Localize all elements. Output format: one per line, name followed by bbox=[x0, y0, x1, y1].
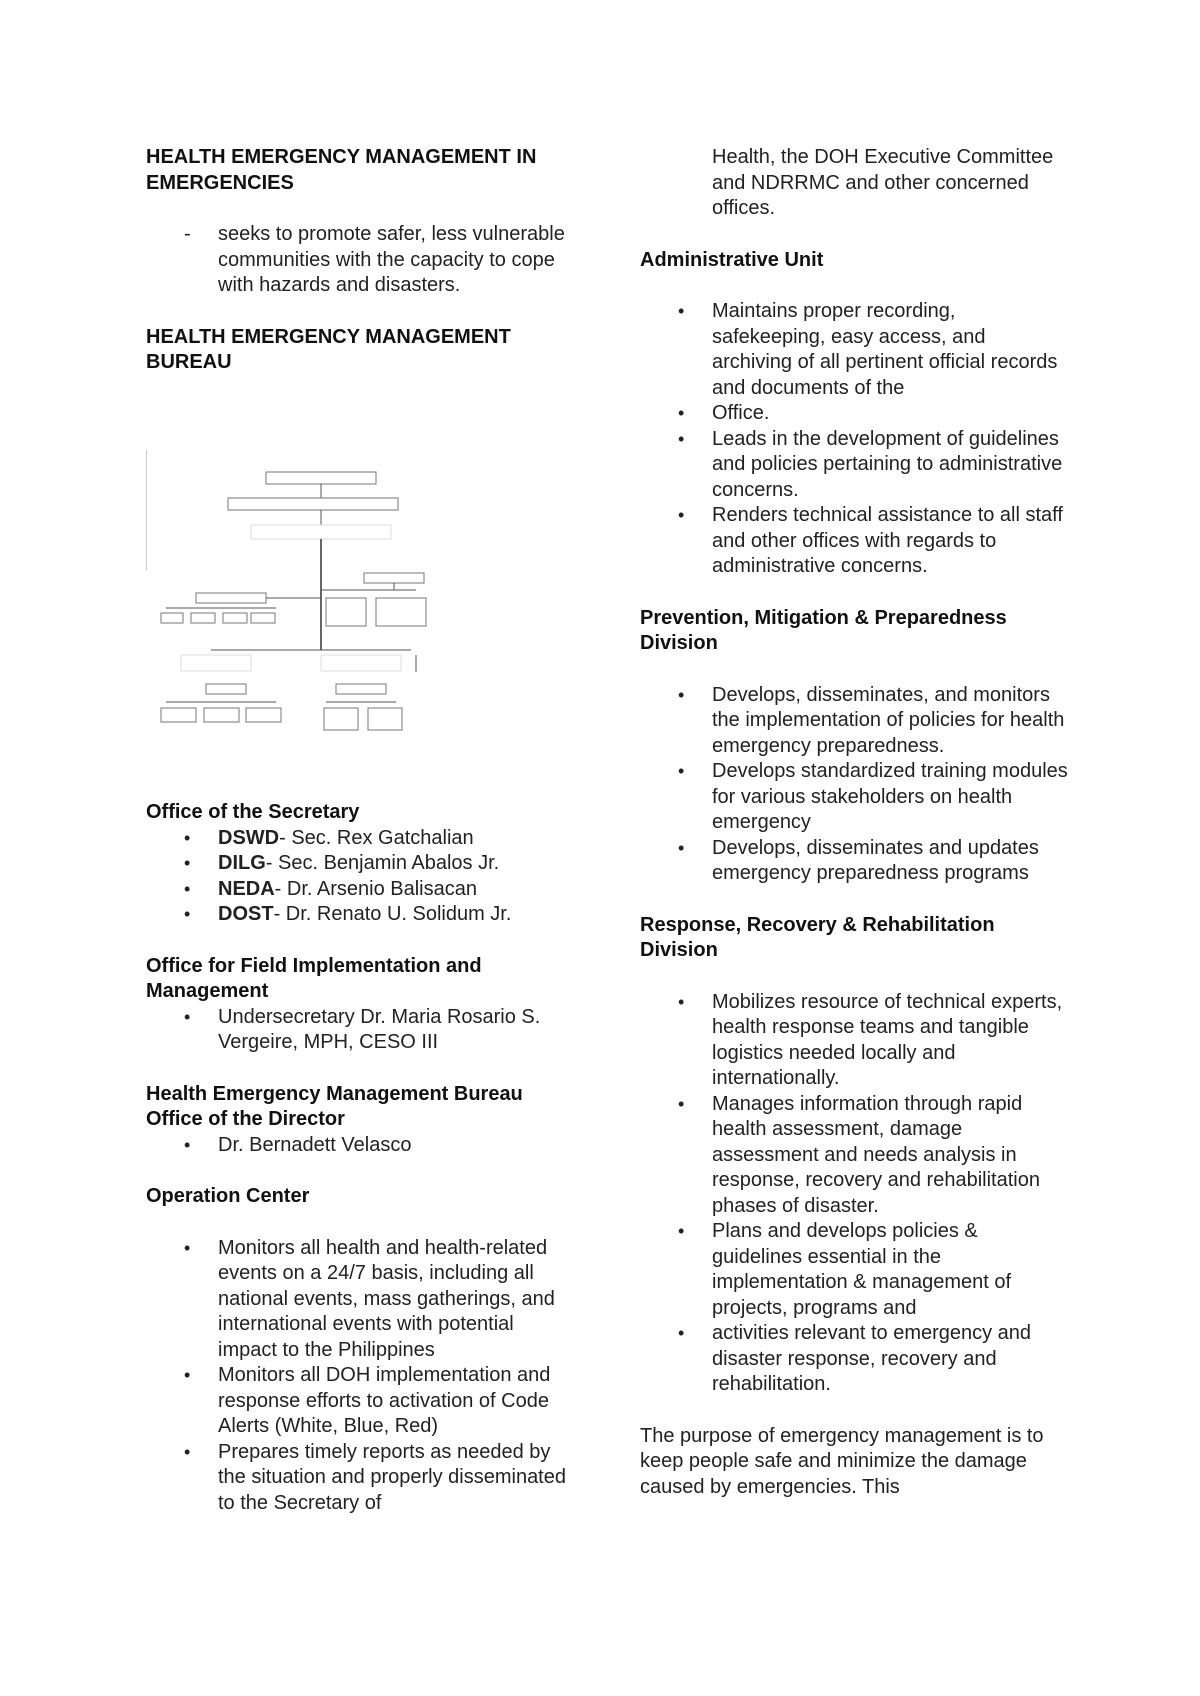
bullet-icon: • bbox=[184, 1237, 191, 1258]
intro-item: - seeks to promote safer, less vulnerable communities with the capacity to cope with hazards and disasters. bbox=[184, 223, 565, 296]
list-item: • DILG- Sec. Benjamin Abalos Jr. bbox=[146, 851, 576, 877]
list-item: • Mobilizes resource of technical experts, health response teams and tangible logistics needed locally and internationally. bbox=[678, 990, 1063, 1089]
left-column-lower bbox=[146, 800, 576, 1516]
bullet-icon: • bbox=[678, 991, 685, 1012]
org-box-hemb bbox=[251, 525, 391, 539]
closing-paragraph: The purpose of emergency management is to keep people safe and minimize the damage caused by emergencies. This bbox=[640, 1424, 1044, 1498]
org-box-prevention bbox=[181, 655, 251, 671]
bullet-icon: • bbox=[678, 1093, 685, 1114]
bullet-icon: • bbox=[184, 1134, 191, 1155]
intro-list bbox=[146, 222, 576, 299]
field-list bbox=[146, 1005, 576, 1056]
list-item: • Manages information through rapid health assessment, damage assessment and needs analysis in response, recovery and rehabilitation phases of disaster. bbox=[678, 1092, 1040, 1217]
bullet-icon: • bbox=[678, 403, 685, 423]
list-item: • Monitors all health and health-related events on a 24/7 basis, including all national events, mass gatherings, and international events with potential impact to the Philippines bbox=[184, 1236, 555, 1361]
bullet-icon: • bbox=[184, 1441, 191, 1462]
list-item: • NEDA- Dr. Arsenio Balisacan bbox=[146, 877, 576, 903]
list-item: • Maintains proper recording, safekeeping, easy access, and archiving of all pertinent official records and documents of the bbox=[678, 300, 1058, 399]
prevention-list bbox=[640, 683, 1070, 887]
bullet-icon: • bbox=[678, 301, 685, 321]
list-item: • Dr. Bernadett Velasco bbox=[146, 1133, 576, 1159]
list-item: • Develops, disseminates and updates emergency preparedness programs bbox=[678, 836, 1039, 884]
right-column bbox=[640, 145, 1070, 1500]
operation-center-list bbox=[146, 1236, 576, 1517]
bullet-icon: • bbox=[184, 827, 191, 848]
list-item: • activities relevant to emergency and disaster response, recovery and rehabilitation. bbox=[678, 1322, 1032, 1395]
bullet-icon: • bbox=[678, 1323, 685, 1343]
bullet-icon: • bbox=[184, 904, 191, 924]
operation-center-heading: Operation Center bbox=[146, 1185, 310, 1207]
list-item: • Leads in the development of guidelines and policies pertaining to administrative concerns. bbox=[678, 427, 1063, 501]
section-title-hem-emergencies: HEALTH EMERGENCY MANAGEMENT IN EMERGENCIES bbox=[146, 146, 537, 194]
dash-marker: - bbox=[184, 223, 191, 245]
bullet-icon: • bbox=[678, 761, 685, 781]
list-item: • DSWD- Sec. Rex Gatchalian bbox=[146, 826, 576, 852]
list-item: • Develops, disseminates, and monitors the implementation of policies for health emergency preparedness. bbox=[678, 683, 1065, 757]
list-item: • Develops standardized training modules for various stakeholders on health emergency bbox=[678, 760, 1068, 833]
org-box-secretary bbox=[266, 472, 376, 484]
bullet-icon: • bbox=[184, 1006, 191, 1027]
bullet-icon: • bbox=[184, 853, 191, 873]
admin-list bbox=[640, 299, 1070, 580]
field-office-heading: Office for Field Implementation and Management bbox=[146, 954, 482, 1002]
bullet-icon: • bbox=[678, 837, 685, 858]
hemb-director-heading: Health Emergency Management Bureau Office of the Director bbox=[146, 1082, 523, 1130]
section-title-hemb: HEALTH EMERGENCY MANAGEMENT BUREAU bbox=[146, 325, 511, 373]
org-chart-diagram bbox=[146, 450, 446, 750]
hemb-list bbox=[146, 1133, 576, 1159]
list-item: • DOST- Dr. Renato U. Solidum Jr. bbox=[146, 902, 576, 928]
continuation-text: Health, the DOH Executive Committee and NDRRMC and other concerned offices. bbox=[712, 146, 1054, 219]
org-box-opcenter bbox=[364, 573, 424, 583]
prevention-division-heading: Prevention, Mitigation & Preparedness Division bbox=[640, 606, 1007, 654]
list-item: • Renders technical assistance to all staff and other offices with regards to administrative concerns. bbox=[678, 504, 1063, 577]
bullet-icon: • bbox=[184, 878, 191, 899]
org-box-field bbox=[228, 498, 398, 510]
org-box-admin bbox=[196, 593, 266, 603]
bullet-icon: • bbox=[678, 428, 685, 449]
response-division-heading: Response, Recovery & Rehabilitation Division bbox=[640, 913, 995, 961]
left-column bbox=[146, 145, 576, 376]
office-secretary-heading: Office of the Secretary bbox=[146, 801, 360, 823]
response-list bbox=[640, 990, 1070, 1398]
bullet-icon: • bbox=[184, 1365, 191, 1385]
list-item: • Office. bbox=[640, 401, 1070, 427]
list-item: • Undersecretary Dr. Maria Rosario S. Vergeire, MPH, CESO III bbox=[184, 1005, 541, 1053]
list-item: • Monitors all DOH implementation and response efforts to activation of Code Alerts (White, Blue, Red) bbox=[184, 1364, 551, 1437]
org-box-response bbox=[321, 655, 401, 671]
bullet-icon: • bbox=[678, 684, 685, 705]
secretary-list bbox=[146, 826, 576, 928]
admin-unit-heading: Administrative Unit bbox=[640, 248, 824, 271]
bullet-icon: • bbox=[678, 505, 685, 525]
bullet-icon: • bbox=[678, 1221, 685, 1241]
list-item: • Plans and develops policies & guidelines essential in the implementation & management of projects, programs and bbox=[678, 1220, 1012, 1319]
list-item: • Prepares timely reports as needed by the situation and properly disseminated to the Secretary of bbox=[184, 1440, 566, 1514]
